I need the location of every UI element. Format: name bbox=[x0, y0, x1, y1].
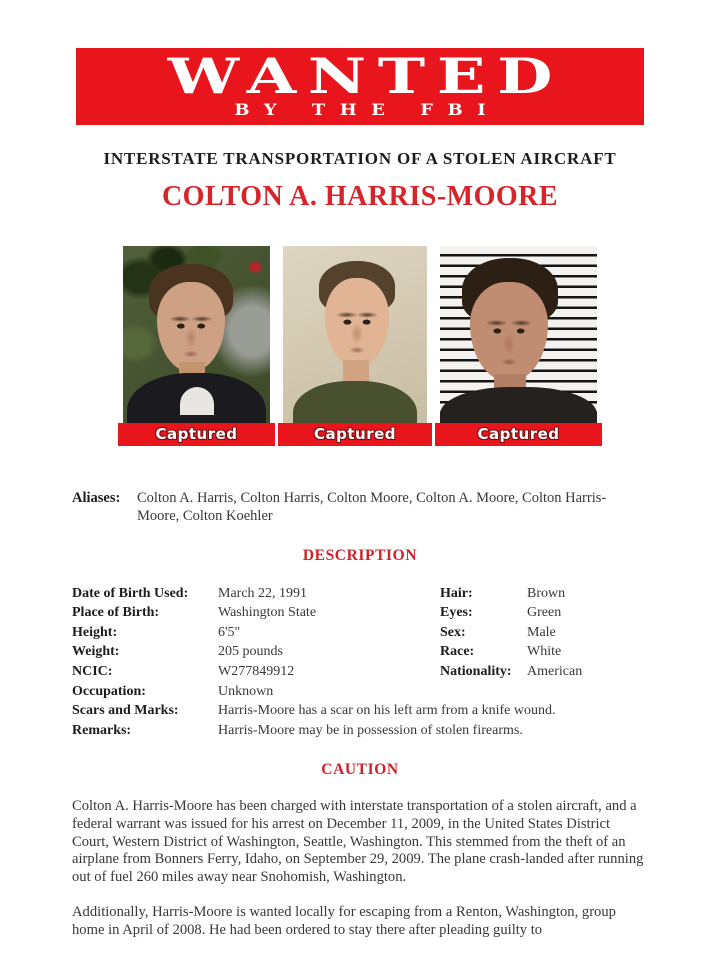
photo-portrait bbox=[283, 246, 427, 446]
desc-row bbox=[72, 662, 665, 682]
desc-value: Male bbox=[527, 624, 556, 640]
caution-paragraph-1: Colton A. Harris-Moore has been charged with interstate transportation of a stolen aircraft, and a federal warrant was issued for his arrest on December 11, 2009, in the United States District Court, Western District of Washington, Seattle, Washington. This stemmed from the theft of an airplane from Bonners Ferry, Idaho, on September 29, 2009. The plane crash-landed after running out of fuel 260 miles away near Snohomish, Washington. bbox=[72, 798, 644, 886]
desc-row bbox=[72, 584, 665, 604]
desc-label: Nationality: bbox=[440, 663, 512, 679]
desc-value: W277849912 bbox=[218, 663, 295, 679]
aliases-value: Colton A. Harris, Colton Harris, Colton Moore, Colton A. Moore, Colton Harris-Moore, Colton Koehler bbox=[137, 490, 607, 524]
desc-label: Race: bbox=[440, 644, 475, 660]
photo-mugshot-image bbox=[440, 246, 597, 423]
desc-label: Scars and Marks: bbox=[72, 703, 179, 719]
aliases-label: Aliases: bbox=[72, 490, 121, 506]
desc-value: Brown bbox=[527, 585, 566, 601]
desc-value: Harris-Moore has a scar on his left arm from a knife wound. bbox=[218, 703, 556, 719]
aliases-row bbox=[72, 490, 648, 526]
wanted-subtitle: BY THE FBI bbox=[234, 100, 501, 119]
description-table bbox=[72, 584, 665, 741]
desc-row bbox=[72, 642, 665, 662]
desc-value: Washington State bbox=[218, 605, 317, 621]
description-heading: DESCRIPTION bbox=[302, 546, 418, 564]
desc-label: Hair: bbox=[440, 585, 473, 601]
shirt-illustration bbox=[127, 373, 266, 423]
desc-label: Weight: bbox=[72, 644, 120, 660]
desc-label: NCIC: bbox=[72, 663, 113, 679]
face-illustration bbox=[325, 278, 389, 368]
desc-value: Harris-Moore may be in possession of stolen firearms. bbox=[218, 722, 523, 738]
photo-mugshot bbox=[440, 246, 597, 446]
wanted-banner bbox=[76, 48, 644, 125]
desc-label: Date of Birth Used: bbox=[72, 585, 189, 601]
desc-value: Unknown bbox=[218, 683, 274, 699]
photos-row bbox=[0, 246, 720, 446]
face-illustration bbox=[157, 282, 225, 372]
desc-label: Occupation: bbox=[72, 683, 146, 699]
desc-label: Eyes: bbox=[440, 605, 473, 621]
shirt-illustration bbox=[293, 381, 417, 423]
wanted-title: WANTED bbox=[167, 48, 565, 105]
photo-portrait-image bbox=[283, 246, 427, 423]
caution-heading: CAUTION bbox=[321, 761, 399, 779]
captured-badge: Captured bbox=[278, 423, 432, 446]
desc-label: Place of Birth: bbox=[72, 605, 160, 621]
desc-row bbox=[72, 603, 665, 623]
desc-label: Sex: bbox=[440, 624, 466, 640]
captured-badge: Captured bbox=[435, 423, 602, 446]
photo-outdoor bbox=[123, 246, 270, 446]
desc-row bbox=[72, 682, 665, 702]
captured-badge: Captured bbox=[118, 423, 275, 446]
desc-value: March 22, 1991 bbox=[218, 585, 308, 601]
desc-value: White bbox=[527, 644, 562, 660]
desc-value: 6'5" bbox=[218, 624, 241, 640]
desc-row bbox=[72, 721, 665, 741]
charge-heading: INTERSTATE TRANSPORTATION OF A STOLEN AIRCRAFT bbox=[103, 149, 617, 168]
caution-paragraph-2: Additionally, Harris-Moore is wanted locally for escaping from a Renton, Washington, group home in April of 2008. He had been ordered to stay there after pleading guilty to bbox=[72, 903, 616, 938]
subject-name: COLTON A. HARRIS-MOORE bbox=[161, 181, 559, 212]
desc-row bbox=[72, 623, 665, 643]
desc-value: 205 pounds bbox=[218, 644, 283, 660]
desc-row bbox=[72, 701, 665, 721]
desc-value: American bbox=[527, 663, 583, 679]
photo-outdoor-image bbox=[123, 246, 270, 423]
desc-value: Green bbox=[527, 605, 562, 621]
desc-label: Remarks: bbox=[72, 722, 132, 738]
desc-label: Height: bbox=[72, 624, 118, 640]
